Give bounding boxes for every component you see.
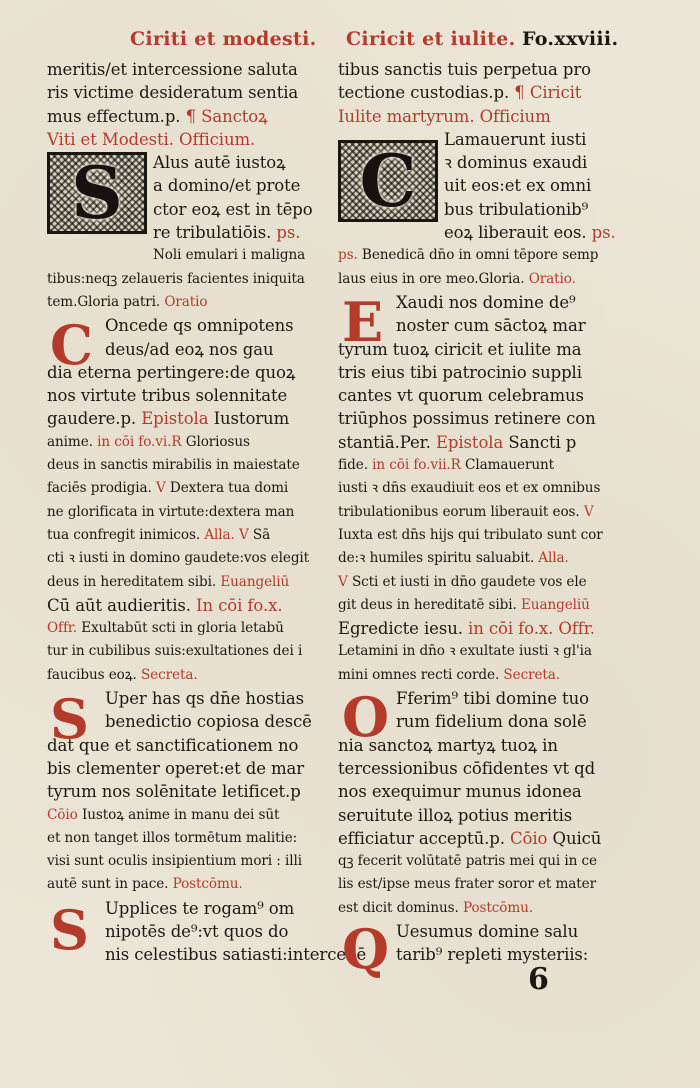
- red-initial: S: [50, 898, 89, 962]
- header-right: Fo.xxviii.: [522, 28, 619, 50]
- rubric-text: Cōio: [504, 828, 548, 848]
- text-run: nis celestibus satiasti:intercedē: [105, 945, 367, 965]
- text-run: Sā: [248, 526, 271, 543]
- text-run: dia eterna pertingere:de quoꝝ: [47, 362, 296, 382]
- text-run: cantes vt quorum celebramus: [338, 386, 584, 406]
- rubric-text: ps.: [586, 223, 616, 243]
- text-run: Uesumus domine salu: [396, 921, 579, 941]
- text-run: ris victime desideratum sentia: [47, 83, 299, 103]
- text-run: meritis/et intercessione saluta: [47, 60, 298, 79]
- text-run: rum fidelium dona solē: [396, 712, 587, 732]
- text-run: tibus sanctis tuis perpetua pro: [338, 60, 592, 79]
- initial-letter: S: [71, 150, 123, 235]
- text-run: Clamauerunt: [460, 457, 555, 474]
- text-run: noster cum sāctoꝝ mar: [396, 316, 586, 336]
- text-run: uit eos:et ex omni: [444, 176, 592, 196]
- woodcut-initial-right: [338, 140, 438, 222]
- text-line: [47, 128, 319, 151]
- text-run: est dicit dominus.: [338, 899, 459, 916]
- rubric-text: V: [151, 480, 166, 497]
- folio-number: 6: [528, 962, 549, 997]
- text-run: tarib⁹ repleti mysteriis:: [396, 945, 589, 965]
- text-line: [47, 81, 319, 104]
- text-run: Uper has qs dn̄e hostias: [105, 689, 304, 709]
- rubric-text: ps.: [271, 223, 301, 243]
- rubric-text: in cōi fo.x. Offr.: [462, 619, 595, 639]
- text-run: re tribulatiōis.: [153, 223, 272, 243]
- text-run: tua confregit inimicos.: [47, 526, 201, 543]
- text-line: [338, 571, 610, 594]
- text-line: [47, 640, 319, 663]
- text-run: et non tanget illos tormētum malitie:: [47, 829, 298, 846]
- red-initial: E: [342, 290, 384, 354]
- initial-letter: C: [359, 138, 417, 223]
- text-run: efficiatur acceptū.p.: [338, 828, 505, 848]
- text-line: [338, 361, 610, 384]
- rubric-text: Cōio: [47, 806, 78, 823]
- text-run: Iustoꝝ anime in manu dei sūt: [77, 806, 280, 823]
- rubric-text: ¶ Sanctoꝝ: [180, 106, 268, 126]
- text-run: faciēs prodigia.: [47, 480, 152, 497]
- text-line: [47, 827, 319, 850]
- text-run: bis clementer operet:et de mar: [47, 758, 305, 778]
- text-line: [338, 664, 610, 687]
- text-run: cti ꝛ iusti in domino gaudete:vos elegit: [47, 550, 310, 567]
- text-run: visi sunt oculis insipientium mori : illi: [47, 853, 302, 870]
- text-run: Upplices te rogam⁹ om: [105, 898, 295, 918]
- text-run: deus in hereditatem sibi.: [47, 573, 217, 590]
- text-run: Letamini in dn̄o ꝛ exultate iusti ꝛ gl'ia: [338, 643, 592, 660]
- text-line: [338, 501, 610, 524]
- text-run: anime.: [47, 433, 93, 450]
- woodcut-initial-left: [47, 152, 147, 234]
- rubric-text: Euangeliū: [516, 596, 590, 613]
- rubric-text: ps.: [338, 247, 358, 264]
- text-run: benedictio copiosa descē: [105, 712, 312, 732]
- text-line: [338, 58, 610, 81]
- text-line: [47, 501, 319, 524]
- text-line: [338, 827, 610, 850]
- text-line: [47, 547, 319, 570]
- text-line: [47, 454, 319, 477]
- text-line: [47, 873, 319, 896]
- text-line: [47, 780, 319, 803]
- text-run: Benedicā dn̄o in omni tēpore semp: [357, 247, 599, 264]
- text-line: [338, 81, 610, 104]
- text-run: Quicū: [547, 828, 602, 848]
- text-run: dat que et sanctificationem no: [47, 735, 299, 755]
- text-run: tectione custodias.p.: [338, 83, 510, 103]
- text-run: lis est/ipse meus frater soror et mater: [338, 876, 596, 893]
- text-line: [47, 58, 319, 81]
- text-run: tercessionibus cōfidentes vt qd: [338, 758, 596, 778]
- text-run: fide.: [338, 457, 368, 474]
- text-run: triūphos possimus retinere con: [338, 409, 596, 429]
- text-run: Sancti p: [503, 432, 577, 452]
- text-line: [338, 454, 610, 477]
- text-line: [338, 384, 610, 407]
- text-line: [47, 594, 319, 617]
- rubric-text: ¶ Ciricit: [509, 83, 582, 103]
- text-line: [338, 477, 610, 500]
- text-run: tibus:neqꝫ zelaueris facientes iniquita: [47, 270, 305, 287]
- text-run: Exultabūt scti in gloria letabū: [77, 620, 284, 637]
- text-run: tur in cubilibus suis:exultationes dei i: [47, 643, 303, 660]
- text-run: qꝫ fecerit volūtatē patris mei qui in ce: [338, 853, 597, 870]
- red-initial: C: [50, 313, 93, 377]
- text-run: ꝛ dominus exaudi: [444, 153, 588, 173]
- text-line: [47, 524, 319, 547]
- rubric-text: Euangeliū: [216, 573, 290, 590]
- text-line: [338, 873, 610, 896]
- text-run: nia sanctoꝝ martyꝝ tuoꝝ in: [338, 735, 558, 755]
- text-run: Egredicte iesu.: [338, 619, 463, 639]
- text-run: eoꝝ liberauit eos.: [444, 223, 587, 243]
- text-line: [47, 804, 319, 827]
- text-line: [338, 221, 616, 244]
- rubric-text: Postcōmu.: [458, 899, 534, 916]
- text-run: Oncede qs omnipotens: [105, 316, 294, 336]
- text-run: Alus autē iustoꝝ: [153, 153, 286, 173]
- text-run: Cū aūt audieritis.: [47, 595, 191, 615]
- text-line: [47, 850, 319, 873]
- text-line: [47, 431, 319, 454]
- text-run: iusti ꝛ dn̄s exaudiuit eos et ex omnibus: [338, 480, 601, 497]
- rubric-text: Secreta.: [499, 666, 561, 683]
- text-run: seruitute illoꝝ potius meritis: [338, 805, 573, 825]
- text-run: de:ꝛ humiles spiritu saluabit.: [338, 550, 535, 567]
- text-line: [338, 407, 610, 430]
- rubric-text: Secreta.: [136, 666, 198, 683]
- text-run: tyrum nos solēnitate letificet.p: [47, 782, 301, 802]
- header-left: Ciriti et modesti.: [130, 28, 317, 50]
- rubric-text: Iulite martyrum. Officium: [338, 106, 551, 126]
- text-line: [47, 384, 319, 407]
- text-run: Iuxta est dn̄s hijs qui tribulato sunt cor: [338, 526, 603, 543]
- rubric-text: in cōi fo.vi.R: [92, 433, 182, 450]
- text-line: [47, 477, 319, 500]
- text-run: nipotēs de⁹:vt quos do: [105, 921, 289, 941]
- text-run: tris eius tibi patrocinio suppli: [338, 362, 582, 382]
- text-run: nos exequimur munus idonea: [338, 782, 582, 802]
- text-run: Iustorum: [208, 409, 290, 429]
- rubric-text: V: [579, 503, 594, 520]
- text-run: faucibus eoꝝ.: [47, 666, 137, 683]
- text-line: [338, 105, 610, 128]
- text-line: [338, 547, 610, 570]
- rubric-text: Epistola: [136, 409, 209, 429]
- rubric-text: Epistola: [430, 432, 504, 452]
- rubric-text: Oratio.: [524, 270, 576, 287]
- text-run: Gloriosus: [181, 433, 250, 450]
- text-run: Lamauerunt iusti: [444, 129, 587, 149]
- red-initial: O: [342, 685, 390, 749]
- text-line: [47, 664, 319, 687]
- text-line: [47, 268, 319, 291]
- text-run: nos virtute tribus solennitate: [47, 386, 288, 406]
- text-run: Xaudi nos domine de⁹: [396, 292, 576, 312]
- text-line: [47, 407, 319, 430]
- text-line: [338, 244, 610, 267]
- text-run: Fferim⁹ tibi domine tuo: [396, 689, 589, 709]
- text-line: [47, 105, 319, 128]
- text-line: [338, 268, 610, 291]
- text-run: deus/ad eoꝝ nos gau: [105, 339, 274, 359]
- text-line: [338, 757, 610, 780]
- text-run: mus effectum.p.: [47, 106, 181, 126]
- text-run: stantiā.Per.: [338, 432, 431, 452]
- text-run: Dextera tua domi: [165, 480, 289, 497]
- rubric-text: Alla.: [534, 550, 569, 567]
- rubric-text: Offr.: [47, 620, 78, 637]
- text-run: ne glorificata in virtute:dextera man: [47, 503, 295, 520]
- text-line: [47, 617, 319, 640]
- text-run: gaudere.p.: [47, 409, 137, 429]
- text-line: [338, 780, 610, 803]
- text-run: git deus in hereditatē sibi.: [338, 596, 517, 613]
- text-line: [47, 291, 319, 314]
- text-line: [47, 757, 319, 780]
- text-line: [338, 617, 610, 640]
- red-initial: Q: [342, 917, 390, 981]
- text-run: bus tribulationib⁹: [444, 199, 589, 219]
- text-line: [338, 804, 610, 827]
- header-center: Ciricit et iulite.: [346, 28, 516, 50]
- rubric-text: V: [338, 573, 348, 590]
- rubric-text: Oratio: [160, 293, 208, 310]
- text-run: tem.Gloria patri.: [47, 293, 161, 310]
- text-run: tribulationibus eorum liberauit eos.: [338, 503, 580, 520]
- text-run: deus in sanctis mirabilis in maiestate: [47, 457, 300, 474]
- rubric-text: In cōi fo.x.: [190, 595, 283, 615]
- rubric-text: Alla. V: [200, 526, 249, 543]
- text-line: [47, 571, 319, 594]
- text-run: mini omnes recti corde.: [338, 666, 500, 683]
- text-line: [338, 431, 610, 454]
- text-run: a domino/et prote: [153, 176, 301, 196]
- text-run: Scti et iusti in dn̄o gaudete vos ele: [347, 573, 587, 590]
- text-run: autē sunt in pace.: [47, 876, 169, 893]
- text-run: ctor eoꝝ est in tēpo: [153, 199, 313, 219]
- text-line: [338, 524, 610, 547]
- text-line: [338, 594, 610, 617]
- text-run: tyrum tuoꝝ ciricit et iulite ma: [338, 339, 582, 359]
- rubric-text: Postcōmu.: [168, 876, 243, 893]
- rubric-text: in cōi fo.vii.R: [367, 457, 461, 474]
- text-line: [47, 244, 319, 267]
- text-line: [338, 850, 610, 873]
- text-line: [338, 640, 610, 663]
- text-run: Noli emulari i maligna: [153, 247, 306, 264]
- text-run: laus eius in ore meo.Gloria.: [338, 270, 525, 287]
- rubric-text: Viti et Modesti. Officium.: [47, 129, 256, 149]
- red-initial: S: [50, 687, 89, 751]
